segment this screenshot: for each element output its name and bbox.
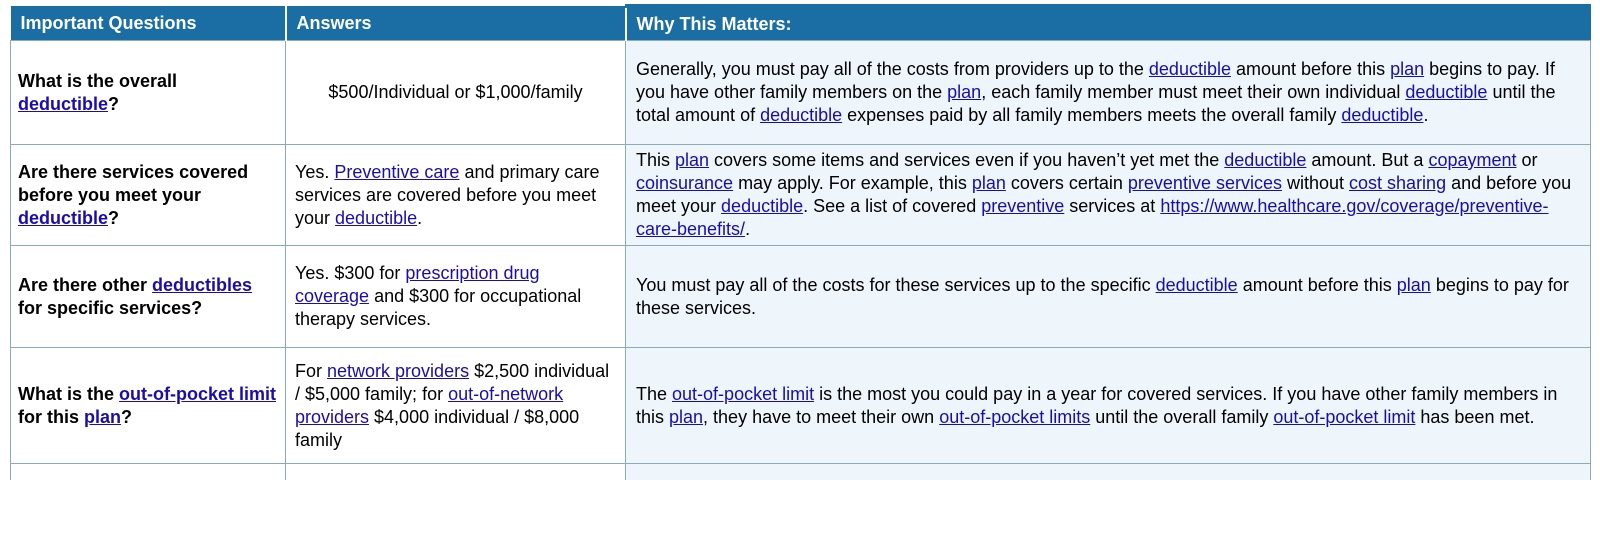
glossary-link[interactable]: out-of-network providers [295, 383, 564, 427]
glossary-link[interactable]: deductible [1155, 274, 1238, 295]
glossary-link[interactable]: deductible [18, 93, 109, 114]
glossary-link[interactable]: out-of-pocket limit [672, 383, 815, 404]
question-cell: What is the out-of-pocket limit for this plan? [11, 348, 286, 464]
glossary-link[interactable]: deductible [1405, 82, 1488, 102]
glossary-link[interactable]: network providers [327, 360, 470, 381]
glossary-link[interactable]: cost sharing [1349, 173, 1447, 193]
glossary-link[interactable]: out-of-pocket limit [1273, 406, 1416, 427]
glossary-link[interactable]: https://www.healthcare.gov/coverage/preventive-care-benefits/ [636, 196, 1549, 239]
glossary-link[interactable]: coinsurance [636, 173, 734, 193]
table-row-partial [11, 464, 1591, 481]
table-row [11, 145, 1591, 246]
question-cell: Are there other deductibles for specific services? [11, 246, 286, 348]
glossary-link[interactable]: deductible [18, 207, 109, 228]
glossary-link[interactable]: preventive services [1127, 173, 1282, 193]
glossary-link[interactable]: plan [1396, 274, 1431, 295]
empty-cell [286, 464, 626, 481]
glossary-link[interactable]: deductible [335, 207, 418, 228]
table-row [11, 348, 1591, 464]
table-row [11, 41, 1591, 145]
answer-cell: For network providers $2,500 individual / $5,000 family; for out-of-network providers $4,000 individual / $8,000 family [286, 348, 626, 464]
glossary-link[interactable]: plan [971, 173, 1006, 193]
glossary-link[interactable]: out-of-pocket limits [939, 406, 1091, 427]
glossary-link[interactable]: deductible [1224, 150, 1307, 170]
why-cell: You must pay all of the costs for these services up to the specific deductible amount before this plan begins to pay for these services. [626, 246, 1591, 348]
why-cell: This plan covers some items and services even if you haven’t yet met the deductible amount. But a copayment or coinsurance may apply. For example, this plan covers certain preventive services without cost sharing and before you meet your deductible. See a list of covered preventive services at https://www.healthcare.gov/coverage/preventive-care-benefits/. [626, 145, 1591, 246]
header-important-questions: Important Questions [11, 6, 286, 41]
answer-cell: Yes. Preventive care and primary care services are covered before you meet your deductible. [286, 145, 626, 246]
glossary-link[interactable]: plan [669, 406, 704, 427]
glossary-link[interactable]: deductibles [152, 274, 253, 295]
glossary-link[interactable]: out-of-pocket limit [119, 383, 276, 404]
empty-cell [626, 464, 1591, 481]
why-cell: The out-of-pocket limit is the most you could pay in a year for covered services. If you have other family members in this plan, they have to meet their own out-of-pocket limits until the overall family out-of-pocket limit has been met. [626, 348, 1591, 464]
coverage-summary-table [10, 4, 1591, 480]
glossary-link[interactable]: plan [675, 150, 710, 170]
glossary-link[interactable]: plan [947, 82, 982, 102]
glossary-link[interactable]: plan [84, 406, 122, 427]
glossary-link[interactable]: copayment [1428, 150, 1517, 170]
question-cell: Are there services covered before you meet your deductible? [11, 145, 286, 246]
glossary-link[interactable]: prescription drug coverage [295, 263, 540, 306]
glossary-link[interactable]: plan [1390, 59, 1425, 79]
answer-cell: $500/Individual or $1,000/family [286, 41, 626, 145]
table-row [11, 246, 1591, 348]
answer-cell: Yes. $300 for prescription drug coverage and $300 for occupational therapy services. [286, 246, 626, 348]
glossary-link[interactable]: deductible [760, 105, 843, 125]
header-why-this-matters: Why This Matters: [626, 6, 1591, 41]
header-answers: Answers [286, 6, 626, 41]
sbc-table-container [10, 4, 1590, 480]
table-header-row [11, 6, 1591, 41]
glossary-link[interactable]: deductible [721, 196, 804, 216]
glossary-link[interactable]: Preventive care [334, 161, 460, 182]
glossary-link[interactable]: deductible [1148, 59, 1231, 79]
glossary-link[interactable]: preventive [981, 196, 1065, 216]
empty-cell [11, 464, 286, 481]
glossary-link[interactable]: deductible [1341, 105, 1424, 125]
why-cell: Generally, you must pay all of the costs from providers up to the deductible amount before this plan begins to pay. If you have other family members on the plan, each family member must meet their own individual deductible until the total amount of deductible expenses paid by all family members meets the overall family deductible. [626, 41, 1591, 145]
question-cell: What is the overall deductible? [11, 41, 286, 145]
